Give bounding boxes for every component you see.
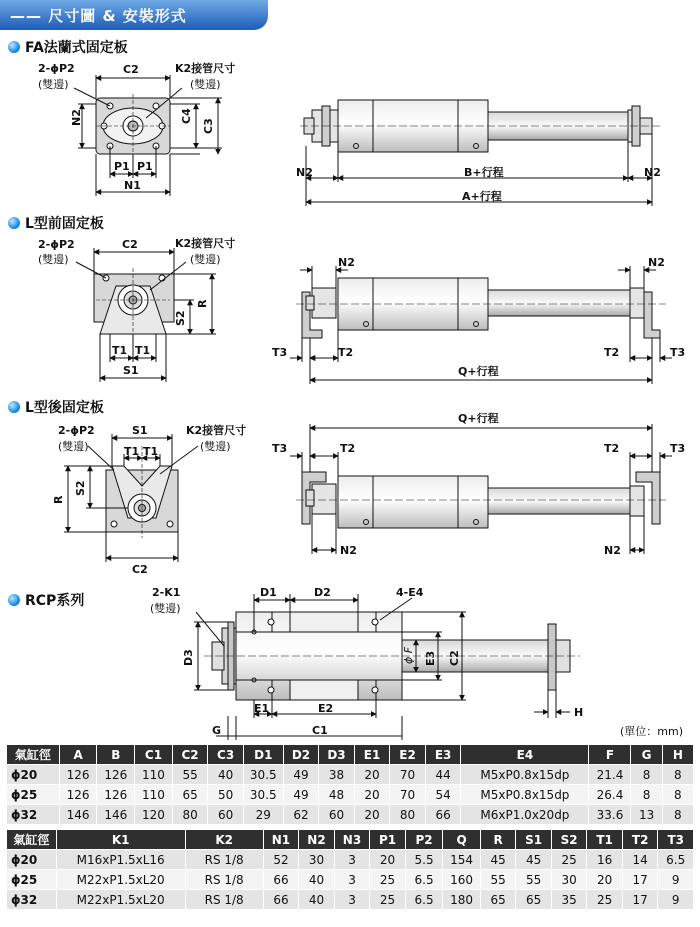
table-cell: 55 bbox=[516, 870, 552, 890]
lf-s1-label: S1 bbox=[123, 364, 139, 377]
table-row bbox=[7, 890, 694, 910]
fa-both-label: (雙邊) bbox=[38, 78, 69, 91]
rcp-d3-label: D3 bbox=[182, 649, 195, 666]
lr-r-label: R bbox=[52, 495, 65, 504]
dimension-table-1 bbox=[6, 744, 694, 825]
table-cell: 30.5 bbox=[243, 785, 283, 805]
table-header: S2 bbox=[551, 830, 587, 850]
bore-size-cell: ϕ20 bbox=[7, 850, 57, 870]
table-cell: 13 bbox=[631, 805, 662, 825]
table-cell: M22xP1.5xL20 bbox=[56, 890, 185, 910]
rcp-e3-label: E3 bbox=[424, 650, 437, 666]
table-cell: 120 bbox=[135, 805, 173, 825]
lr-s2-label: S2 bbox=[74, 480, 87, 496]
table-cell: 55 bbox=[172, 765, 208, 785]
table-cell: 3 bbox=[334, 890, 370, 910]
table-header: K2 bbox=[185, 830, 263, 850]
fa-p1-label: P1 bbox=[114, 160, 130, 173]
table-cell: 80 bbox=[172, 805, 208, 825]
rcp-d1-label: D1 bbox=[260, 586, 277, 599]
table-cell: 9 bbox=[658, 890, 694, 910]
table-cell: 29 bbox=[243, 805, 283, 825]
lr-side-n2-left: N2 bbox=[340, 544, 357, 557]
table-header: R bbox=[480, 830, 516, 850]
lf-side-t2-left: T2 bbox=[338, 346, 354, 359]
fa-a-stroke-label: A+行程 bbox=[462, 190, 502, 203]
table-cell: 5.5 bbox=[405, 850, 443, 870]
table-cell: 65 bbox=[516, 890, 552, 910]
table-cell: 35 bbox=[551, 890, 587, 910]
table-cell: 50 bbox=[208, 785, 244, 805]
lr-k2-label: K2接管尺寸 bbox=[186, 424, 247, 437]
table-cell: 45 bbox=[480, 850, 516, 870]
table-cell: 80 bbox=[390, 805, 426, 825]
table-header: K1 bbox=[56, 830, 185, 850]
rcp-bottom-dims bbox=[0, 716, 700, 746]
bore-size-cell: ϕ20 bbox=[7, 765, 60, 785]
l-rear-piston-rod bbox=[488, 488, 630, 514]
lf-both-label-2: (雙邊) bbox=[190, 253, 221, 266]
fa-p2-label: 2-ϕP2 bbox=[38, 62, 75, 75]
lr-side-n2-right: N2 bbox=[604, 544, 621, 557]
table-cell: 110 bbox=[135, 785, 173, 805]
unit-label: (單位：mm) bbox=[620, 725, 684, 738]
table-cell: M16xP1.5xL16 bbox=[56, 850, 185, 870]
fa-n2-label: N2 bbox=[70, 109, 83, 126]
section-title-l-front: L型前固定板 bbox=[25, 216, 104, 232]
table-cell: 40 bbox=[208, 765, 244, 785]
table-cell: 40 bbox=[299, 870, 335, 890]
table-cell: 8 bbox=[662, 785, 693, 805]
bore-size-cell: ϕ25 bbox=[7, 785, 60, 805]
table-header: B bbox=[97, 745, 135, 765]
fa-side-n2-right: N2 bbox=[644, 166, 661, 179]
table-cell: 70 bbox=[390, 785, 426, 805]
rcp-k1-label: 2-K1 bbox=[152, 586, 181, 599]
table-cell: 40 bbox=[299, 890, 335, 910]
table-header: N1 bbox=[263, 830, 299, 850]
table-cell: 8 bbox=[662, 765, 693, 785]
table-header: 氣缸徑 bbox=[7, 830, 57, 850]
lf-t1-label-2: T1 bbox=[135, 344, 151, 357]
section-title-l-rear: L型後固定板 bbox=[25, 400, 104, 416]
table-cell: RS 1/8 bbox=[185, 890, 263, 910]
table-cell: 8 bbox=[631, 765, 662, 785]
table-header: D2 bbox=[283, 745, 319, 765]
table-header: D1 bbox=[243, 745, 283, 765]
table-cell: 62 bbox=[283, 805, 319, 825]
table-cell: 33.6 bbox=[589, 805, 631, 825]
lf-side-n2-right: N2 bbox=[648, 256, 665, 269]
rcp-g-label-2: G bbox=[212, 724, 222, 737]
table-header: N2 bbox=[299, 830, 335, 850]
table-header: G bbox=[631, 745, 662, 765]
table-cell: 66 bbox=[263, 870, 299, 890]
table-cell: 146 bbox=[97, 805, 135, 825]
fa-n1-label: N1 bbox=[124, 179, 141, 192]
bore-size-cell: ϕ32 bbox=[7, 805, 60, 825]
table-row bbox=[7, 870, 694, 890]
table-cell: 6.5 bbox=[405, 870, 443, 890]
table-cell: 26.4 bbox=[589, 785, 631, 805]
table-row bbox=[7, 785, 694, 805]
rcp-both-label: (雙邊) bbox=[150, 602, 181, 615]
table-cell: RS 1/8 bbox=[185, 850, 263, 870]
table-header: P2 bbox=[405, 830, 443, 850]
fa-side-n2-left: N2 bbox=[296, 166, 313, 179]
table-cell: 49 bbox=[283, 785, 319, 805]
table-cell: 6.5 bbox=[658, 850, 694, 870]
lr-p2-label: 2-ϕP2 bbox=[58, 424, 95, 437]
table-cell: 126 bbox=[59, 785, 97, 805]
lf-p2-label: 2-ϕP2 bbox=[38, 238, 75, 251]
bore-size-cell: ϕ25 bbox=[7, 870, 57, 890]
table-cell: 66 bbox=[263, 890, 299, 910]
table-cell: M22xP1.5xL20 bbox=[56, 870, 185, 890]
bore-size-cell: ϕ32 bbox=[7, 890, 57, 910]
table-cell: 14 bbox=[622, 850, 658, 870]
fa-k2-label: K2接管尺寸 bbox=[175, 62, 236, 75]
table-cell: 180 bbox=[443, 890, 481, 910]
lr-s1-label: S1 bbox=[132, 424, 148, 437]
table-cell: 6.5 bbox=[405, 890, 443, 910]
section-title-fa: FA法蘭式固定板 bbox=[25, 40, 128, 56]
lf-q-stroke-label: Q+行程 bbox=[458, 365, 499, 378]
table-header: E4 bbox=[461, 745, 589, 765]
fa-b-stroke-label: B+行程 bbox=[464, 166, 504, 179]
table-header: C1 bbox=[135, 745, 173, 765]
table-header: S1 bbox=[516, 830, 552, 850]
table-header: A bbox=[59, 745, 97, 765]
table-cell: M5xP0.8x15dp bbox=[461, 765, 589, 785]
fa-both-label-2: (雙邊) bbox=[190, 78, 221, 91]
table-cell: 25 bbox=[370, 890, 406, 910]
lf-side-t3-right: T3 bbox=[670, 346, 686, 359]
fa-c4-label: C4 bbox=[180, 108, 193, 124]
lr-side-t2-left: T2 bbox=[340, 442, 356, 455]
dimension-table-2 bbox=[6, 829, 694, 910]
table-header: E3 bbox=[425, 745, 461, 765]
table-cell: 17 bbox=[622, 870, 658, 890]
table-header: F bbox=[589, 745, 631, 765]
table-cell: 126 bbox=[59, 765, 97, 785]
rcp-c1-label-2: C1 bbox=[312, 724, 328, 737]
table-header: 氣缸徑 bbox=[7, 745, 60, 765]
table-cell: 48 bbox=[319, 785, 355, 805]
lr-side-t3-left: T3 bbox=[272, 442, 288, 455]
table-header: H bbox=[662, 745, 693, 765]
table-header: Q bbox=[443, 830, 481, 850]
table-cell: 20 bbox=[587, 870, 623, 890]
table-cell: 160 bbox=[443, 870, 481, 890]
table-cell: 146 bbox=[59, 805, 97, 825]
lf-side-t3-left: T3 bbox=[272, 346, 288, 359]
lr-c2-label: C2 bbox=[132, 563, 148, 576]
table-cell: 65 bbox=[172, 785, 208, 805]
lr-side-t2-right: T2 bbox=[604, 442, 620, 455]
lf-side-n2-left: N2 bbox=[338, 256, 355, 269]
l-front-piston-rod bbox=[488, 290, 630, 316]
rcp-h-label: H bbox=[574, 706, 584, 719]
table-cell: 8 bbox=[662, 805, 693, 825]
lr-q-stroke-label: Q+行程 bbox=[458, 412, 499, 425]
table-cell: 52 bbox=[263, 850, 299, 870]
table-cell: 9 bbox=[658, 870, 694, 890]
table-cell: 20 bbox=[370, 850, 406, 870]
fa-c3-label: C3 bbox=[202, 118, 215, 134]
table-cell: 60 bbox=[319, 805, 355, 825]
lr-both-label: (雙邊) bbox=[58, 440, 89, 453]
table-cell: RS 1/8 bbox=[185, 870, 263, 890]
table-cell: 30 bbox=[299, 850, 335, 870]
table-cell: 154 bbox=[443, 850, 481, 870]
table-cell: 126 bbox=[97, 785, 135, 805]
rcp-f-label: ϕ F bbox=[402, 646, 415, 664]
table-cell: 66 bbox=[425, 805, 461, 825]
table-cell: 44 bbox=[425, 765, 461, 785]
table-header: T1 bbox=[587, 830, 623, 850]
table-cell: M5xP0.8x15dp bbox=[461, 785, 589, 805]
rcp-e1-label: E1 bbox=[254, 702, 270, 715]
table-cell: 17 bbox=[622, 890, 658, 910]
table-cell: 60 bbox=[208, 805, 244, 825]
table-header: N3 bbox=[334, 830, 370, 850]
lf-c2-label: C2 bbox=[122, 238, 138, 251]
table-header: E1 bbox=[354, 745, 390, 765]
lf-side-t2-right: T2 bbox=[604, 346, 620, 359]
table-cell: M6xP1.0x20dp bbox=[461, 805, 589, 825]
rcp-e2-label: E2 bbox=[318, 702, 334, 715]
lf-t1-label: T1 bbox=[112, 344, 128, 357]
table-cell: 30 bbox=[551, 870, 587, 890]
rcp-c2-label: C2 bbox=[448, 650, 461, 666]
table-1-header-row bbox=[7, 745, 694, 765]
table-cell: 3 bbox=[334, 870, 370, 890]
fa-p1-label-2: P1 bbox=[137, 160, 153, 173]
lr-side-t3-right: T3 bbox=[670, 442, 686, 455]
table-header: T2 bbox=[622, 830, 658, 850]
table-header: T3 bbox=[658, 830, 694, 850]
table-cell: 126 bbox=[97, 765, 135, 785]
table-cell: 54 bbox=[425, 785, 461, 805]
table-cell: 25 bbox=[587, 890, 623, 910]
table-cell: 20 bbox=[354, 785, 390, 805]
rcp-e4-label: 4-E4 bbox=[396, 586, 424, 599]
lf-r-label: R bbox=[196, 299, 209, 308]
lf-k2-label: K2接管尺寸 bbox=[175, 237, 236, 250]
table-cell: 110 bbox=[135, 765, 173, 785]
lf-both-label: (雙邊) bbox=[38, 253, 69, 266]
lf-s2-label: S2 bbox=[174, 310, 187, 326]
table-cell: 38 bbox=[319, 765, 355, 785]
section-title-rcp: RCP系列 bbox=[25, 593, 85, 609]
table-header: D3 bbox=[319, 745, 355, 765]
header-title: —— 尺寸圖 & 安裝形式 bbox=[10, 7, 187, 25]
table-cell: 25 bbox=[551, 850, 587, 870]
table-cell: 20 bbox=[354, 805, 390, 825]
table-cell: 20 bbox=[354, 765, 390, 785]
table-cell: 65 bbox=[480, 890, 516, 910]
table-cell: 25 bbox=[370, 870, 406, 890]
table-cell: 45 bbox=[516, 850, 552, 870]
table-cell: 16 bbox=[587, 850, 623, 870]
table-cell: 21.4 bbox=[589, 765, 631, 785]
table-row bbox=[7, 765, 694, 785]
fa-c2-label: C2 bbox=[123, 63, 139, 76]
lr-t1-label: T1 bbox=[124, 445, 140, 458]
table-header: E2 bbox=[390, 745, 426, 765]
table-header: P1 bbox=[370, 830, 406, 850]
table-cell: 30.5 bbox=[243, 765, 283, 785]
lr-t1-label-2: T1 bbox=[143, 445, 159, 458]
rcp-d2-label: D2 bbox=[314, 586, 331, 599]
table-header: C3 bbox=[208, 745, 244, 765]
table-header: C2 bbox=[172, 745, 208, 765]
table-row bbox=[7, 805, 694, 825]
l-rear-cylinder-body bbox=[338, 476, 488, 528]
table-cell: 70 bbox=[390, 765, 426, 785]
table-row bbox=[7, 850, 694, 870]
table-cell: 3 bbox=[334, 850, 370, 870]
table-cell: 55 bbox=[480, 870, 516, 890]
lr-both-label-2: (雙邊) bbox=[200, 440, 231, 453]
table-cell: 49 bbox=[283, 765, 319, 785]
table-2-header-row bbox=[7, 830, 694, 850]
table-cell: 8 bbox=[631, 785, 662, 805]
